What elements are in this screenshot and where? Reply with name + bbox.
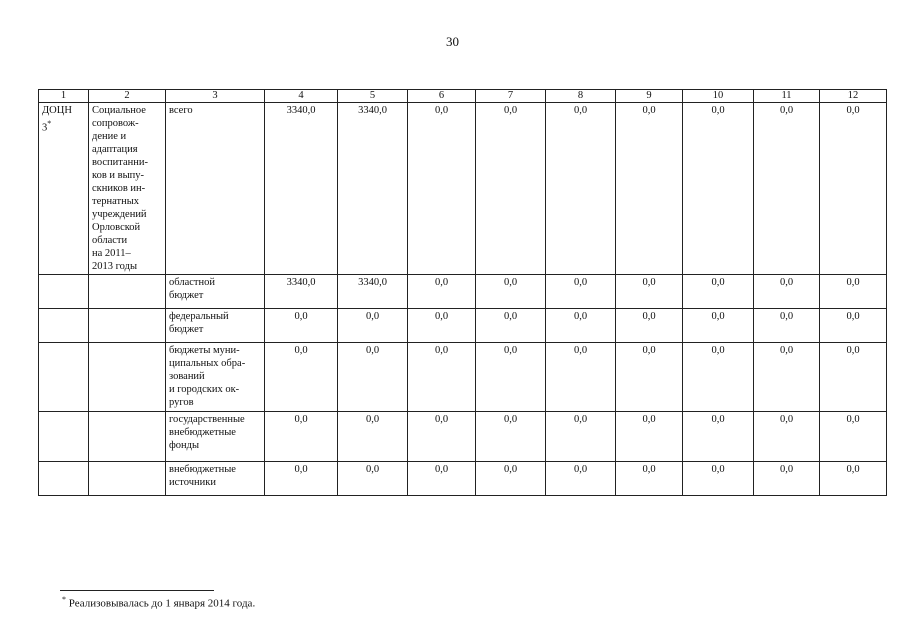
value-cell: 0,0 bbox=[616, 343, 683, 412]
value-cell: 0,0 bbox=[476, 462, 546, 496]
value-cell: 0,0 bbox=[338, 412, 408, 462]
header-cell: 11 bbox=[754, 90, 820, 103]
value-cell: 0,0 bbox=[408, 103, 476, 275]
program-name-line: учреждений bbox=[92, 209, 147, 220]
code-line: ДОЦН bbox=[42, 105, 72, 116]
footnote-ref-mark: * bbox=[47, 119, 52, 128]
value-cell: 0,0 bbox=[546, 309, 616, 343]
value-cell: 0,0 bbox=[683, 103, 754, 275]
value-cell: 0,0 bbox=[754, 343, 820, 412]
code-line: 3 bbox=[42, 122, 48, 134]
value-cell: 0,0 bbox=[820, 275, 887, 309]
program-name-line: дение и bbox=[92, 131, 127, 142]
funding-source-line: всего bbox=[169, 105, 193, 116]
funding-source-cell bbox=[166, 462, 265, 496]
value-cell: 0,0 bbox=[408, 412, 476, 462]
footnote-divider bbox=[60, 590, 214, 591]
code-cell bbox=[39, 309, 89, 343]
value-cell: 0,0 bbox=[754, 103, 820, 275]
table-row bbox=[39, 309, 887, 343]
table-row bbox=[39, 462, 887, 496]
footnote-text: Реализовывалась до 1 января 2014 года. bbox=[68, 597, 256, 610]
value-cell: 0,0 bbox=[408, 275, 476, 309]
header-cell: 5 bbox=[338, 90, 408, 103]
program-name-line: Социальное bbox=[92, 105, 146, 116]
funding-source-line: государственные bbox=[169, 414, 245, 425]
value-cell: 0,0 bbox=[408, 462, 476, 496]
value-cell: 0,0 bbox=[476, 343, 546, 412]
value-cell: 0,0 bbox=[754, 462, 820, 496]
program-name-cell bbox=[89, 412, 166, 462]
value-cell: 0,0 bbox=[476, 103, 546, 275]
value-cell: 0,0 bbox=[546, 103, 616, 275]
header-cell: 1 bbox=[39, 90, 89, 103]
funding-source-line: зований bbox=[169, 371, 205, 382]
table-row bbox=[39, 103, 887, 275]
value-cell: 0,0 bbox=[265, 412, 338, 462]
value-cell: 0,0 bbox=[683, 309, 754, 343]
program-name-line: 2013 годы bbox=[92, 261, 138, 272]
value-cell: 0,0 bbox=[546, 462, 616, 496]
value-cell: 0,0 bbox=[338, 309, 408, 343]
value-cell: 0,0 bbox=[616, 275, 683, 309]
funding-source-line: фонды bbox=[169, 440, 200, 451]
header-cell: 3 bbox=[166, 90, 265, 103]
table-row bbox=[39, 412, 887, 462]
funding-source-line: бюджеты муни- bbox=[169, 345, 240, 356]
code-cell bbox=[39, 343, 89, 412]
program-name-cell bbox=[89, 309, 166, 343]
value-cell: 0,0 bbox=[754, 412, 820, 462]
value-cell: 0,0 bbox=[683, 462, 754, 496]
value-cell: 0,0 bbox=[820, 412, 887, 462]
funding-source-line: внебюджетные bbox=[169, 427, 236, 438]
program-name-line: области bbox=[92, 235, 128, 246]
page-number: 30 bbox=[446, 34, 459, 49]
value-cell: 0,0 bbox=[476, 412, 546, 462]
value-cell: 0,0 bbox=[265, 343, 338, 412]
header-row bbox=[39, 90, 887, 103]
header-cell: 4 bbox=[265, 90, 338, 103]
funding-source-line: внебюджетные bbox=[169, 464, 236, 475]
header-cell: 6 bbox=[408, 90, 476, 103]
value-cell: 0,0 bbox=[338, 343, 408, 412]
code-cell bbox=[39, 275, 89, 309]
funding-source-line: источники bbox=[169, 477, 216, 488]
value-cell: 0,0 bbox=[616, 103, 683, 275]
funding-source-cell bbox=[166, 275, 265, 309]
value-cell: 0,0 bbox=[616, 309, 683, 343]
value-cell: 0,0 bbox=[820, 462, 887, 496]
value-cell: 0,0 bbox=[754, 309, 820, 343]
code-cell bbox=[39, 412, 89, 462]
value-cell: 0,0 bbox=[754, 275, 820, 309]
program-name-line: сопровож- bbox=[92, 118, 139, 129]
program-name-line: тернатных bbox=[92, 196, 140, 207]
program-name-line: воспитанни- bbox=[92, 157, 149, 168]
value-cell: 0,0 bbox=[265, 309, 338, 343]
funding-source-cell bbox=[166, 412, 265, 462]
value-cell: 3340,0 bbox=[338, 103, 408, 275]
budget-table bbox=[38, 89, 887, 496]
funding-source-line: федеральный bbox=[169, 311, 229, 322]
code-line-wrap bbox=[42, 117, 85, 135]
footnote bbox=[62, 595, 255, 610]
funding-source-line: ципальных обра- bbox=[169, 358, 246, 369]
header-cell: 12 bbox=[820, 90, 887, 103]
program-name-line: на 2011– bbox=[92, 248, 131, 259]
value-cell: 0,0 bbox=[476, 275, 546, 309]
program-name-line: ков и выпу- bbox=[92, 170, 145, 181]
value-cell: 0,0 bbox=[408, 309, 476, 343]
value-cell: 0,0 bbox=[820, 103, 887, 275]
value-cell: 0,0 bbox=[546, 412, 616, 462]
code-cell bbox=[39, 462, 89, 496]
funding-source-line: ругов bbox=[169, 397, 194, 408]
value-cell: 3340,0 bbox=[338, 275, 408, 309]
program-name-cell bbox=[89, 343, 166, 412]
value-cell: 0,0 bbox=[683, 412, 754, 462]
funding-source-line: областной bbox=[169, 277, 215, 288]
value-cell: 0,0 bbox=[820, 343, 887, 412]
table-row bbox=[39, 275, 887, 309]
header-cell: 2 bbox=[89, 90, 166, 103]
header-cell: 8 bbox=[546, 90, 616, 103]
program-name-cell bbox=[89, 462, 166, 496]
table-row bbox=[39, 343, 887, 412]
program-name-line: Орловской bbox=[92, 222, 141, 233]
value-cell: 0,0 bbox=[476, 309, 546, 343]
value-cell: 0,0 bbox=[683, 275, 754, 309]
value-cell: 0,0 bbox=[616, 462, 683, 496]
header-cell: 7 bbox=[476, 90, 546, 103]
footnote-mark: * bbox=[62, 595, 66, 604]
funding-source-line: и городских ок- bbox=[169, 384, 240, 395]
program-name-line: адаптация bbox=[92, 144, 138, 155]
value-cell: 3340,0 bbox=[265, 103, 338, 275]
funding-source-line: бюджет bbox=[169, 290, 204, 301]
program-name-cell bbox=[89, 103, 166, 275]
funding-source-line: бюджет bbox=[169, 324, 204, 335]
value-cell: 0,0 bbox=[338, 462, 408, 496]
value-cell: 0,0 bbox=[683, 343, 754, 412]
value-cell: 0,0 bbox=[616, 412, 683, 462]
program-name-line: скников ин- bbox=[92, 183, 146, 194]
funding-source-cell bbox=[166, 309, 265, 343]
value-cell: 0,0 bbox=[820, 309, 887, 343]
value-cell: 0,0 bbox=[546, 343, 616, 412]
program-name-cell bbox=[89, 275, 166, 309]
funding-source-cell bbox=[166, 343, 265, 412]
value-cell: 0,0 bbox=[265, 462, 338, 496]
value-cell: 0,0 bbox=[546, 275, 616, 309]
funding-source-cell bbox=[166, 103, 265, 275]
header-cell: 9 bbox=[616, 90, 683, 103]
header-cell: 10 bbox=[683, 90, 754, 103]
value-cell: 3340,0 bbox=[265, 275, 338, 309]
value-cell: 0,0 bbox=[408, 343, 476, 412]
code-cell bbox=[39, 103, 89, 275]
